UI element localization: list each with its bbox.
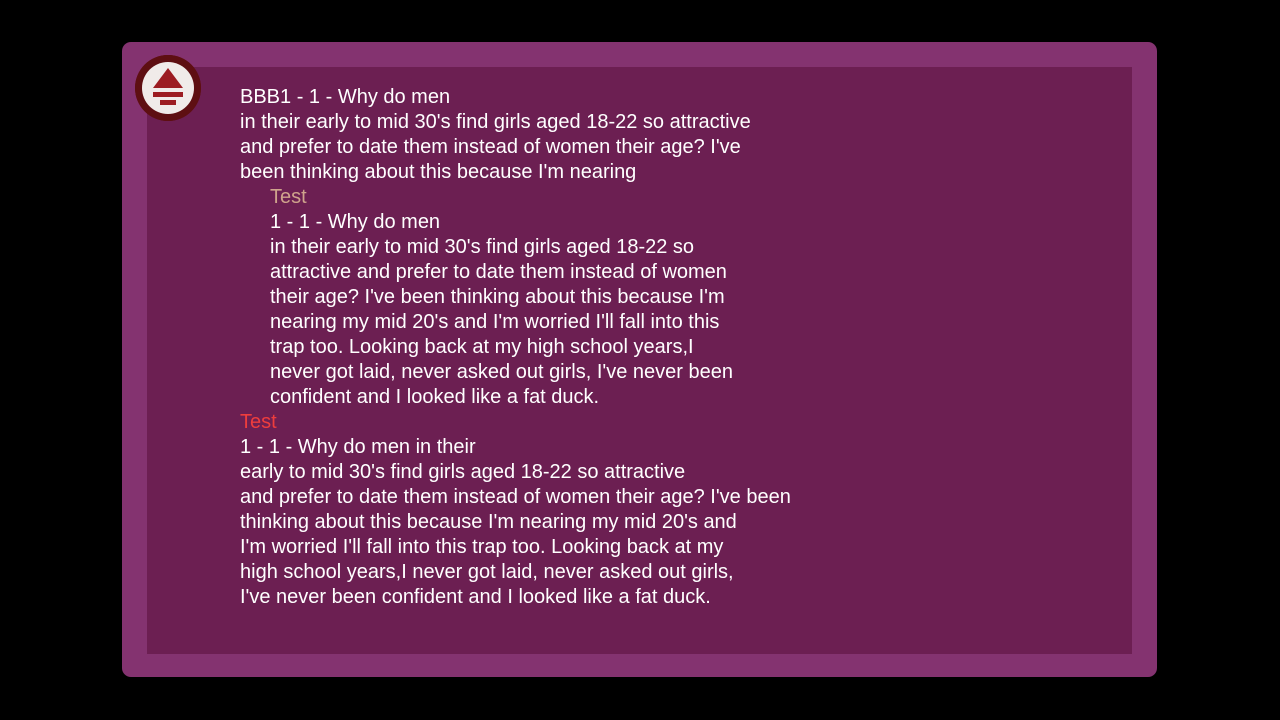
reply-2-author: Test	[240, 411, 277, 433]
post-body	[240, 85, 751, 185]
reply-1-line: in their early to mid 30's find girls aged 18-22 so	[270, 236, 695, 258]
reply-2-line: early to mid 30's find girls aged 18-22 so attractive	[240, 461, 686, 483]
eject-button[interactable]	[135, 55, 201, 121]
reply-2	[240, 410, 791, 610]
post-line: been thinking about this because I'm nearing	[240, 161, 637, 183]
post-line: and prefer to date them instead of women their age? I've	[240, 136, 741, 158]
reply-1-line: trap too. Looking back at my high school years,I	[270, 336, 694, 358]
reply-1-line: nearing my mid 20's and I'm worried I'll fall into this	[270, 311, 720, 333]
reply-2-line: I'm worried I'll fall into this trap too. Looking back at my	[240, 536, 724, 558]
reply-2-line: thinking about this because I'm nearing my mid 20's and	[240, 511, 737, 533]
eject-icon	[135, 55, 201, 121]
reply-2-line: 1 - 1 - Why do men in their	[240, 436, 476, 458]
reply-2-line: high school years,I never got laid, never asked out girls,	[240, 561, 734, 583]
reply-1-line: 1 - 1 - Why do men	[270, 211, 441, 233]
reply-2-line: I've never been confident and I looked like a fat duck.	[240, 586, 711, 608]
reply-1	[270, 185, 733, 410]
reply-1-line: confident and I looked like a fat duck.	[270, 386, 600, 408]
reply-1-author: Test	[270, 186, 307, 208]
post-line: BBB1 - 1 - Why do men	[240, 86, 451, 108]
reply-1-line: their age? I've been thinking about this because I'm	[270, 286, 725, 308]
reply-1-line: never got laid, never asked out girls, I've never been	[270, 361, 733, 383]
post-line: in their early to mid 30's find girls aged 18-22 so attractive	[240, 111, 751, 133]
reply-2-line: and prefer to date them instead of women their age? I've been	[240, 486, 791, 508]
reply-1-line: attractive and prefer to date them instead of women	[270, 261, 727, 283]
